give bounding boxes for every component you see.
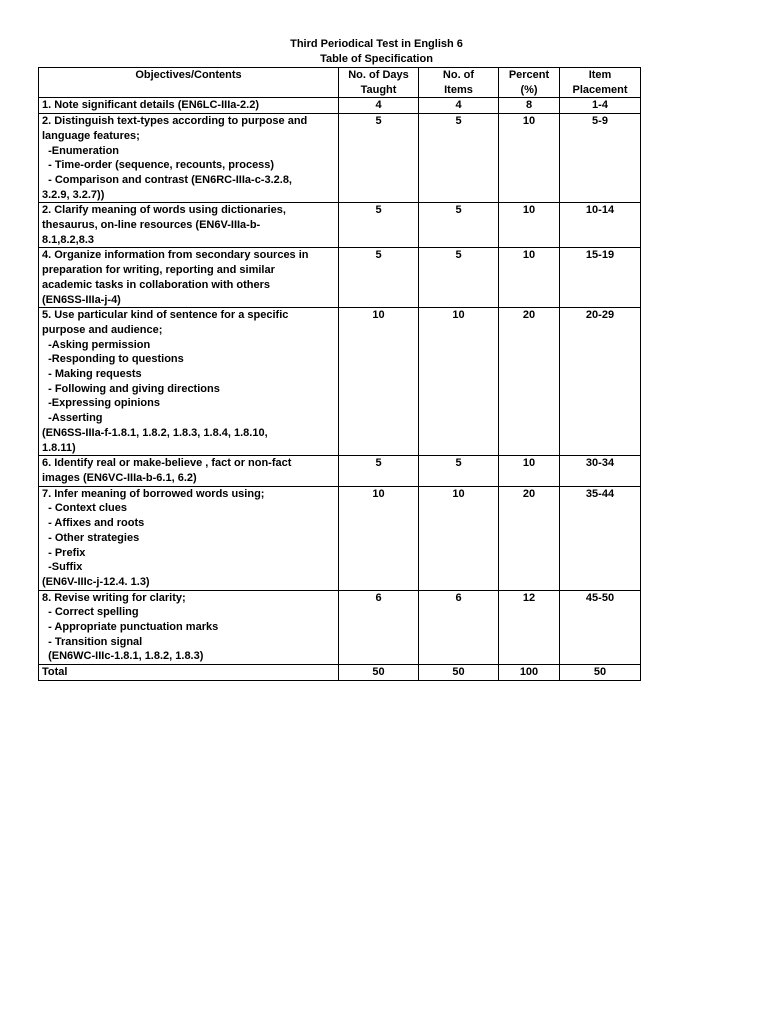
total-row xyxy=(39,665,641,681)
days-taught-cell: 4 xyxy=(339,98,419,114)
objective-line: - Making requests xyxy=(42,368,142,381)
days-taught-cell: 10 xyxy=(339,308,419,456)
objective-line: - Other strategies xyxy=(42,531,140,544)
objective-line: - Appropriate punctuation marks xyxy=(42,621,219,634)
objective-line: -Suffix xyxy=(42,561,83,574)
total-placement: 50 xyxy=(560,665,641,681)
objective-line: 8.1,8.2,8.3 xyxy=(42,233,94,246)
placement-cell: 15-19 xyxy=(560,248,641,308)
percent-cell: 20 xyxy=(499,308,560,456)
header-percent: Percent (%) xyxy=(499,68,560,98)
items-cell: 10 xyxy=(419,486,499,590)
days-taught-cell: 5 xyxy=(339,456,419,486)
objective-line: 2. Clarify meaning of words using dictionaries, xyxy=(42,204,286,217)
specification-table xyxy=(38,67,641,681)
objective-line: academic tasks in collaboration with others xyxy=(42,278,271,291)
percent-cell: 20 xyxy=(499,486,560,590)
days-taught-cell: 5 xyxy=(339,248,419,308)
objective-line: (EN6WC-IIIc-1.8.1, 1.8.2, 1.8.3) xyxy=(42,650,204,663)
objective-line: -Asserting xyxy=(42,412,103,425)
objective-line: images (EN6VC-IIIa-b-6.1, 6.2) xyxy=(42,471,197,484)
percent-cell: 12 xyxy=(499,590,560,665)
percent-cell: 10 xyxy=(499,248,560,308)
objective-cell xyxy=(39,590,339,665)
objective-line: - Affixes and roots xyxy=(42,517,145,530)
table-row xyxy=(39,248,641,308)
total-items: 50 xyxy=(419,665,499,681)
placement-cell: 20-29 xyxy=(560,308,641,456)
items-cell: 10 xyxy=(419,308,499,456)
items-cell: 4 xyxy=(419,98,499,114)
objective-line: 5. Use particular kind of sentence for a specific xyxy=(42,309,289,322)
objective-line: 7. Infer meaning of borrowed words using; xyxy=(42,487,265,500)
percent-cell: 10 xyxy=(499,456,560,486)
table-row xyxy=(39,98,641,114)
objective-line: preparation for writing, reporting and similar xyxy=(42,264,275,277)
header-item-placement: Item Placement xyxy=(560,68,641,98)
table-row xyxy=(39,486,641,590)
objective-line: - Following and giving directions xyxy=(42,382,220,395)
objective-line: (EN6SS-IIIa-f-1.8.1, 1.8.2, 1.8.3, 1.8.4, 1.8.10, xyxy=(42,426,268,439)
objective-line: (EN6V-IIIc-j-12.4. 1.3) xyxy=(42,575,150,588)
items-cell: 5 xyxy=(419,203,499,248)
placement-cell: 45-50 xyxy=(560,590,641,665)
objective-line: - Comparison and contrast (EN6RC-IIIa-c-3.2.8, xyxy=(42,173,292,186)
placement-cell: 10-14 xyxy=(560,203,641,248)
objective-line: 8. Revise writing for clarity; xyxy=(42,591,186,604)
placement-cell: 5-9 xyxy=(560,114,641,203)
objective-line: - Transition signal xyxy=(42,635,143,648)
header-no-of-items: No. of Items xyxy=(419,68,499,98)
objective-line: 1.8.11) xyxy=(42,441,76,454)
objective-line: -Responding to questions xyxy=(42,353,184,366)
objective-line: 1. Note significant details (EN6LC-IIIa-2.2) xyxy=(42,99,259,112)
days-taught-cell: 5 xyxy=(339,114,419,203)
items-cell: 5 xyxy=(419,248,499,308)
items-cell: 6 xyxy=(419,590,499,665)
header-days-taught: No. of Days Taught xyxy=(339,68,419,98)
objective-cell xyxy=(39,98,339,114)
objective-line: - Correct spelling xyxy=(42,606,139,619)
total-days: 50 xyxy=(339,665,419,681)
days-taught-cell: 6 xyxy=(339,590,419,665)
document-subtitle: Table of Specification xyxy=(320,53,433,65)
objective-cell xyxy=(39,114,339,203)
objective-line: 3.2.9, 3.2.7)) xyxy=(42,188,105,201)
table-row xyxy=(39,308,641,456)
percent-cell: 10 xyxy=(499,114,560,203)
percent-cell: 8 xyxy=(499,98,560,114)
objective-line: 6. Identify real or make-believe , fact or non-fact xyxy=(42,457,292,470)
objective-line: 4. Organize information from secondary sources in xyxy=(42,249,309,262)
objective-cell xyxy=(39,486,339,590)
placement-cell: 1-4 xyxy=(560,98,641,114)
objective-line: -Expressing opinions xyxy=(42,397,160,410)
document-page xyxy=(38,37,640,681)
days-taught-cell: 10 xyxy=(339,486,419,590)
total-percent: 100 xyxy=(499,665,560,681)
objective-cell xyxy=(39,203,339,248)
objective-line: - Prefix xyxy=(42,546,86,559)
objective-cell xyxy=(39,308,339,456)
objective-line: - Context clues xyxy=(42,502,127,515)
items-cell: 5 xyxy=(419,456,499,486)
objective-cell xyxy=(39,456,339,486)
table-row xyxy=(39,203,641,248)
objective-line: purpose and audience; xyxy=(42,323,163,336)
total-label: Total xyxy=(39,665,339,681)
objective-line: thesaurus, on-line resources (EN6V-IIIa-b- xyxy=(42,219,261,232)
days-taught-cell: 5 xyxy=(339,203,419,248)
table-row xyxy=(39,114,641,203)
objective-line: -Enumeration xyxy=(42,144,120,157)
document-title: Third Periodical Test in English 6 xyxy=(290,38,463,50)
objective-line: (EN6SS-IIIa-j-4) xyxy=(42,293,121,306)
percent-cell: 10 xyxy=(499,203,560,248)
items-cell: 5 xyxy=(419,114,499,203)
table-row xyxy=(39,456,641,486)
table-header-row xyxy=(39,68,641,98)
header-objectives: Objectives/Contents xyxy=(39,68,339,98)
placement-cell: 35-44 xyxy=(560,486,641,590)
objective-line: -Asking permission xyxy=(42,338,151,351)
table-row xyxy=(39,590,641,665)
placement-cell: 30-34 xyxy=(560,456,641,486)
objective-line: language features; xyxy=(42,129,140,142)
objective-cell xyxy=(39,248,339,308)
objective-line: 2. Distinguish text-types according to purpose and xyxy=(42,115,308,128)
objective-line: - Time-order (sequence, recounts, process) xyxy=(42,159,275,172)
